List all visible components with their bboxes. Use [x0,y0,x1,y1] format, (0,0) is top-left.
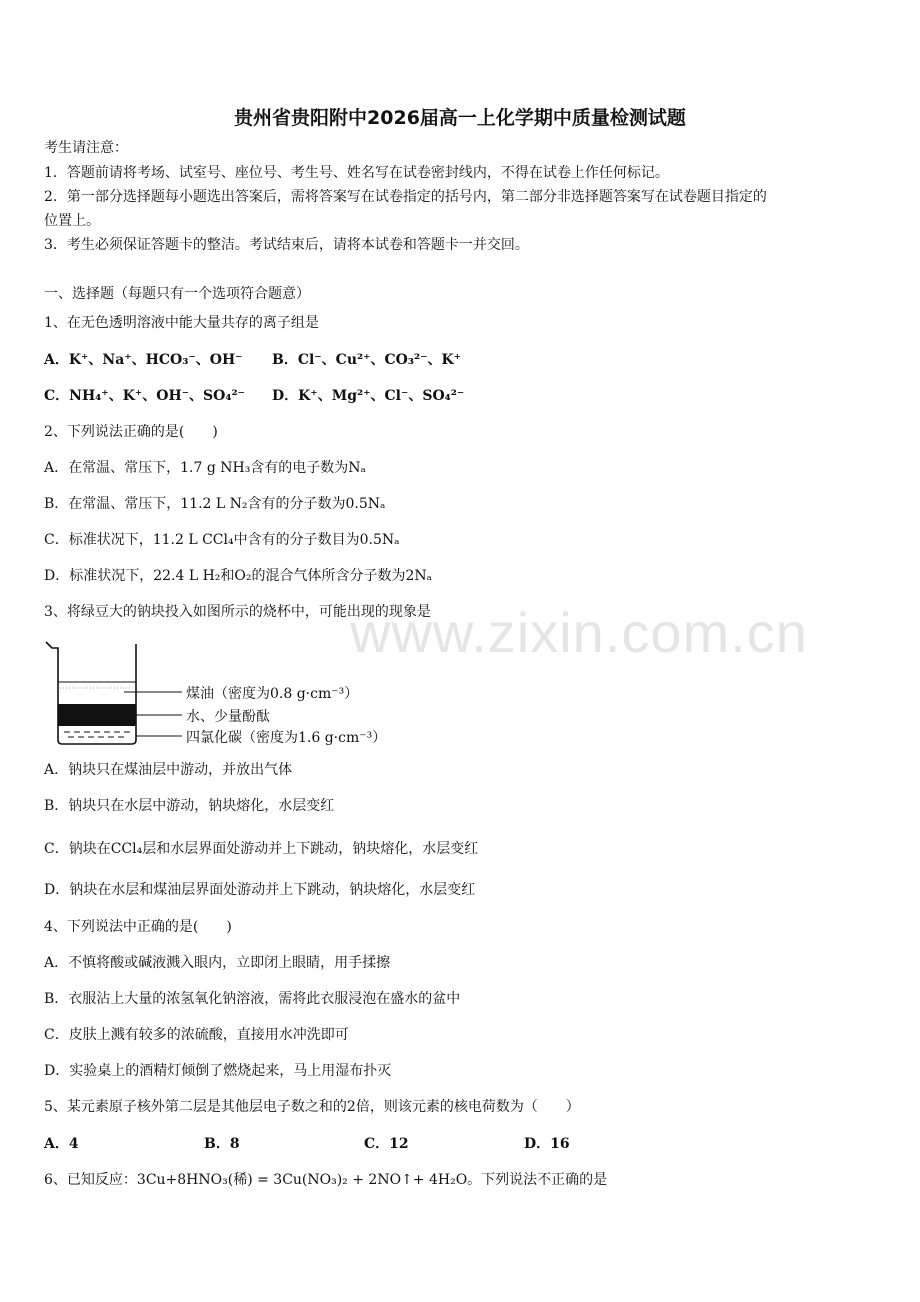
watermark: www.zixin.com.cn [350,601,808,664]
q1-option-a: A．K⁺、Na⁺、HCO₃⁻、OH⁻ [44,352,243,368]
q2-option-a: A．在常温、常压下，1.7 g NH₃含有的电子数为Nₐ [44,460,366,476]
q4-stem: 4、下列说法中正确的是( ) [44,919,232,935]
figure-label-ccl4: 四氯化碳（密度为1.6 g·cm⁻³） [186,730,387,746]
notice-heading: 考生请注意： [44,140,128,156]
q4-option-a: A．不慎将酸或碱液溅入眼内，立即闭上眼睛，用手揉擦 [44,955,391,971]
q4-option-d: D．实验桌上的酒精灯倾倒了燃烧起来，马上用湿布扑灭 [44,1063,392,1079]
beaker-figure [44,640,434,750]
notice-item-2: 2．第一部分选择题每小题选出答案后，需将答案写在试卷指定的括号内，第二部分非选择题答案写在试卷题目指定的 [44,189,767,205]
q1-option-d: D．K⁺、Mg²⁺、Cl⁻、SO₄²⁻ [272,388,465,404]
q5-option-a: A．4 [44,1136,79,1152]
q3-option-b: B．钠块只在水层中游动，钠块熔化，水层变红 [44,798,335,814]
q3-option-c: C．钠块在CCl₄层和水层界面处游动并上下跳动，钠块熔化，水层变红 [44,841,479,857]
figure-label-kerosene: 煤油（密度为0.8 g·cm⁻³） [186,686,359,702]
q5-option-d: D．16 [524,1136,570,1152]
notice-item-2-cont: 位置上。 [44,213,100,229]
beaker-outline [46,642,136,744]
beaker-drawing [44,640,184,750]
q2-stem: 2、下列说法正确的是( ) [44,424,218,440]
q1-stem: 1、在无色透明溶液中能大量共存的离子组是 [44,315,319,331]
page-title: 贵州省贵阳附中2026届高一上化学期中质量检测试题 [234,107,686,129]
q2-option-c: C．标准状况下，11.2 L CCl₄中含有的分子数目为0.5Nₐ [44,532,400,548]
section-heading: 一、选择题（每题只有一个选项符合题意） [44,286,310,302]
q2-option-b: B．在常温、常压下，11.2 L N₂含有的分子数为0.5Nₐ [44,496,386,512]
q1-option-b: B．Cl⁻、Cu²⁺、CO₃²⁻、K⁺ [272,352,462,368]
notice-item-1: 1．答题前请将考场、试室号、座位号、考生号、姓名写在试卷密封线内，不得在试卷上作任何标记。 [44,165,669,181]
q6-stem: 6、已知反应：3Cu+8HNO₃(稀) = 3Cu(NO₃)₂ + 2NO↑+ 4H₂O。下列说法不正确的是 [44,1172,608,1188]
q4-option-b: B．衣服沾上大量的浓氢氧化钠溶液，需将此衣服浸泡在盛水的盆中 [44,991,461,1007]
q2-option-d: D．标准状况下，22.4 L H₂和O₂的混合气体所含分子数为2Nₐ [44,568,433,584]
figure-label-water: 水、少量酚酞 [186,709,270,725]
notice-item-3: 3．考生必须保证答题卡的整洁。考试结束后，请将本试卷和答题卡一并交回。 [44,237,529,253]
q3-option-d: D．钠块在水层和煤油层界面处游动并上下跳动，钠块熔化，水层变红 [44,882,476,898]
water-layer [58,704,136,726]
q5-option-b: B．8 [204,1136,240,1152]
q3-option-a: A．钠块只在煤油层中游动，并放出气体 [44,762,293,778]
q5-option-c: C．12 [364,1136,409,1152]
q3-stem: 3、将绿豆大的钠块投入如图所示的烧杯中，可能出现的现象是 [44,604,431,620]
q4-option-c: C．皮肤上溅有较多的浓硫酸，直接用水冲洗即可 [44,1027,349,1043]
q5-stem: 5、某元素原子核外第二层是其他层电子数之和的2倍，则该元素的核电荷数为（ ） [44,1099,580,1115]
q1-option-c: C．NH₄⁺、K⁺、OH⁻、SO₄²⁻ [44,388,246,404]
